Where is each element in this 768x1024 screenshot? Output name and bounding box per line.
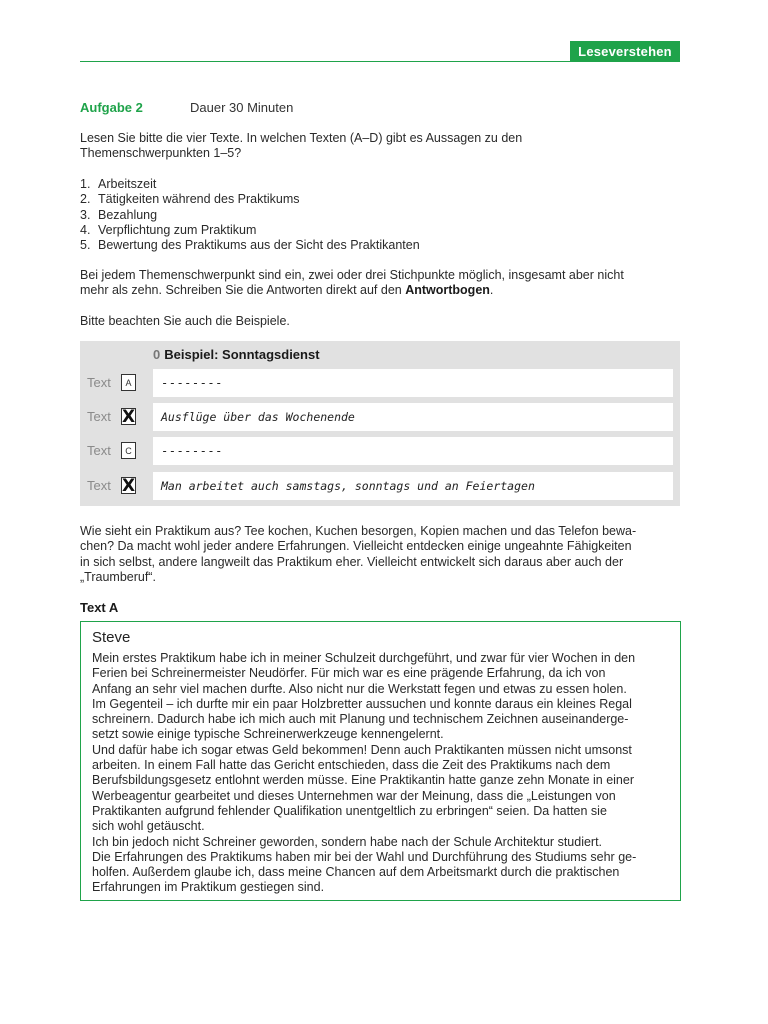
example-title: 0 Beispiel: Sonntagsdienst xyxy=(153,347,320,362)
answer-field[interactable]: -------- xyxy=(153,369,673,397)
answer-field[interactable]: Man arbeitet auch samstags, sonntags und an Feiertagen xyxy=(153,472,673,500)
topic-list xyxy=(80,177,420,253)
text-a-checkbox[interactable]: A xyxy=(121,374,136,391)
answer-field[interactable]: Ausflüge über das Wochenende xyxy=(153,403,673,431)
answer-field[interactable]: -------- xyxy=(153,437,673,465)
instructions-note: Bei jedem Themenschwerpunkt sind ein, zwei oder drei Stichpunkte möglich, insgesamt aber nicht mehr als zehn. Schreiben Sie die Antworten direkt auf den Antwortbogen. xyxy=(80,268,624,298)
author-name: Steve xyxy=(92,629,131,646)
text-a-box xyxy=(80,621,681,901)
example-row: Text C -------- xyxy=(80,437,680,465)
text-a-heading: Text A xyxy=(80,600,119,615)
example-row: Text A -------- xyxy=(80,369,680,397)
list-item: 5. Bewertung des Praktikums aus der Sicht des Praktikanten xyxy=(80,238,420,253)
example-row: Text X Man arbeitet auch samstags, sonntags und an Feiertagen xyxy=(80,472,680,500)
list-item: 1. Arbeitszeit xyxy=(80,177,157,191)
list-item: 2. Tätigkeiten während des Praktikums xyxy=(80,192,300,207)
instructions-intro: Lesen Sie bitte die vier Texte. In welchen Texten (A–D) gibt es Aussagen zu den Themenschwerpunkten 1–5? xyxy=(80,131,523,161)
intro-paragraph: Wie sieht ein Praktikum aus? Tee kochen, Kuchen besorgen, Kopien machen und das Telefon bewa- chen? Da macht wohl jeder andere Erfahrungen. Vielleicht entdecken einige ungeahnte Fähigkeiten in sich selbst, andere langweilt das Praktikum eher. Vielleicht entwickelt sich daraus aber auch der „Traumberuf“. xyxy=(80,524,637,584)
text-b-checkbox[interactable]: X xyxy=(121,406,136,427)
list-item: 4. Verpflichtung zum Praktikum xyxy=(80,222,257,237)
instructions-hint: Bitte beachten Sie auch die Beispiele. xyxy=(80,314,290,328)
list-item: 3. Bezahlung xyxy=(80,207,158,222)
text-a-body: Mein erstes Praktikum habe ich in meiner Schulzeit durchgeführt, und zwar für vier Wochen in den Ferien bei Schreinermeister Neudörfer. Für mich war es eine prägende Erfahrung, da ich von Anfang an sehr viel machen durfte. Also nicht nur die Werkstatt fegen und etwas zu essen holen. Im Gegenteil – ich durfte mir ein paar Holzbretter aussuchen und konnte daraus ein kleines Regal schreinern. Dadurch habe ich mich auch mit Planung und technischem Zeichnen auseinanderge- setzt sowie einige typische Schreinerwerkzeuge kennengelernt. Und dafür habe ich sogar etwas Geld bekommen! Denn auch Praktikanten müssen nicht umsonst arbeiten. In einem Fall hatte das Gericht entschieden, dass die Zeit des Praktikums nach dem Berufsbildungsgesetz entlohnt werden müsse. Eine Praktikantin hatte ganze zehn Monate in einer Werbeagentur gearbeitet und dieses Unternehmen war der Meinung, dass die „Leistungen von Praktikanten aufgrund fehlender Qualifikation unentgeltlich zu erbringen“ seien. Da hatten sie sich wohl getäuscht. Ich bin jedoch nicht Schreiner geworden, sondern habe nach der Schule Architektur studiert. Die Erfahrungen des Praktikums haben mir bei der Wahl und Durchführung des Studiums sehr ge- holfen. Außerdem glaube ich, dass meine Chancen auf dem Arbeitsmarkt durch die praktischen Erfahrungen im Praktikum gestiegen sind. xyxy=(92,651,637,895)
task-duration: Dauer 30 Minuten xyxy=(190,100,294,115)
section-badge: Leseverstehen xyxy=(570,41,680,62)
text-c-checkbox[interactable]: C xyxy=(121,442,136,459)
answer-sheet-term: Antwortbogen xyxy=(405,283,490,298)
example-row: Text X Ausflüge über das Wochenende xyxy=(80,403,680,431)
task-title: Aufgabe 2 xyxy=(80,100,143,115)
text-d-checkbox[interactable]: X xyxy=(121,475,136,496)
example-box xyxy=(80,341,680,506)
